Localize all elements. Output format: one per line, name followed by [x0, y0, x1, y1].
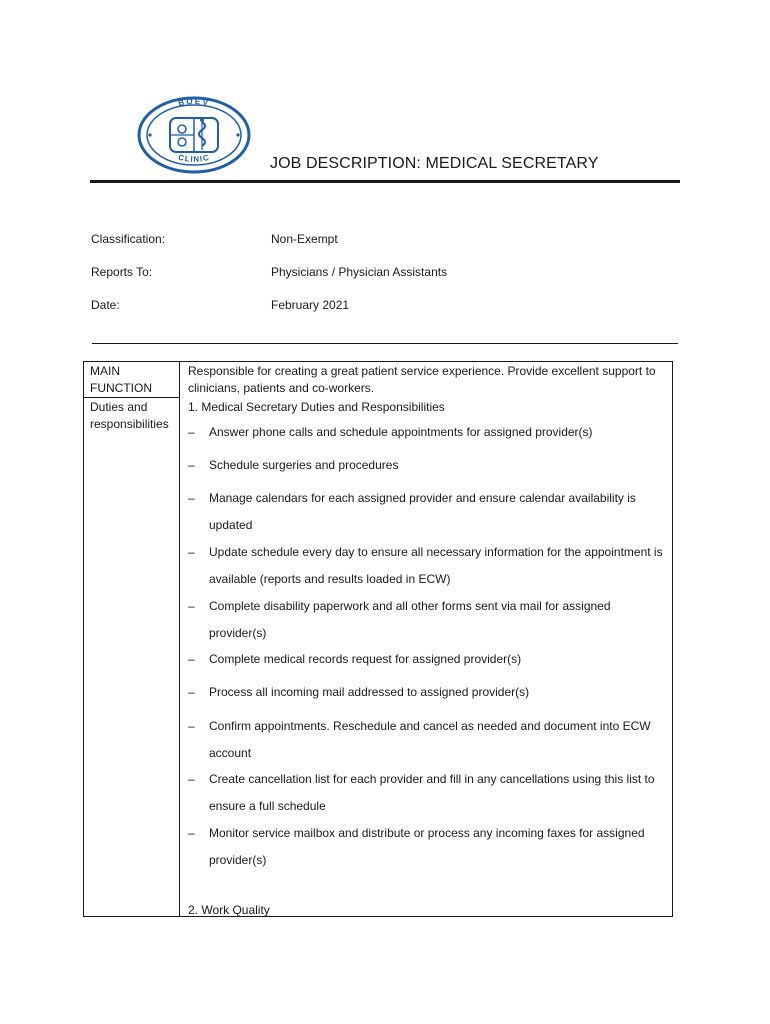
duty-text: Complete medical records request for assigned provider(s): [209, 652, 522, 666]
dash-bullet: –: [188, 826, 195, 840]
duty-text: Schedule surgeries and procedures: [209, 458, 399, 472]
title-divider: [90, 180, 680, 183]
date-value: February 2021: [271, 298, 350, 312]
classification-label: Classification:: [91, 232, 166, 246]
dash-bullet: –: [188, 772, 195, 786]
duty-text: Confirm appointments. Reschedule and cancel as needed and document into ECW account: [209, 719, 651, 760]
section-heading-duties: 1. Medical Secretary Duties and Responsibilities: [188, 400, 445, 414]
classification-value: Non-Exempt: [271, 232, 338, 246]
duty-text: Complete disability paperwork and all other forms sent via mail for assigned provider(s): [209, 599, 611, 640]
main-function-text: Responsible for creating a great patient service experience. Provide excellent support to clinicians, patients and co-workers.: [188, 364, 656, 395]
section-heading-work-quality: 2. Work Quality: [188, 903, 270, 917]
dash-bullet: –: [188, 491, 195, 505]
table-row-divider: [84, 397, 179, 398]
duty-item: [188, 679, 670, 706]
duty-text: Update schedule every day to ensure all necessary information for the appointment is available (reports and results loaded in ECW): [209, 545, 663, 586]
duty-item: [188, 539, 670, 593]
duty-item: [188, 419, 670, 446]
job-description-table: [83, 361, 673, 917]
section-separator: [92, 331, 678, 344]
clinic-logo: [136, 96, 252, 174]
duty-text: Answer phone calls and schedule appointments for assigned provider(s): [209, 425, 593, 439]
dash-bullet: –: [188, 545, 195, 559]
logo-bottom-text: CLINIC: [177, 152, 211, 164]
reports-to-label: Reports To:: [91, 265, 153, 279]
dash-bullet: –: [188, 458, 195, 472]
duty-item: [188, 766, 670, 820]
duty-item: [188, 593, 670, 647]
duty-text: Manage calendars for each assigned provider and ensure calendar availability is updated: [209, 491, 636, 532]
dash-bullet: –: [188, 599, 195, 613]
dash-bullet: –: [188, 685, 195, 699]
dash-bullet: –: [188, 719, 195, 733]
duty-text: Monitor service mailbox and distribute or process any incoming faxes for assigned provider(s): [209, 826, 645, 867]
duty-item: [188, 485, 670, 539]
dash-bullet: –: [188, 425, 195, 439]
table-column-divider: [179, 362, 180, 916]
main-function-label: MAIN FUNCTION: [90, 364, 152, 395]
duty-item: [188, 646, 670, 673]
dash-bullet: –: [188, 652, 195, 666]
duty-item: [188, 820, 670, 874]
duty-text: Create cancellation list for each provider and fill in any cancellations using this list to ensure a full schedule: [209, 772, 655, 813]
date-label: Date:: [91, 298, 120, 312]
reports-to-value: Physicians / Physician Assistants: [271, 265, 448, 279]
duty-item: [188, 713, 670, 767]
duty-item: [188, 452, 670, 479]
logo-top-text: BOEV: [177, 96, 211, 108]
duties-label: Duties and responsibilities: [90, 400, 169, 431]
duty-text: Process all incoming mail addressed to assigned provider(s): [209, 685, 530, 699]
page-title: JOB DESCRIPTION: MEDICAL SECRETARY: [270, 155, 599, 172]
